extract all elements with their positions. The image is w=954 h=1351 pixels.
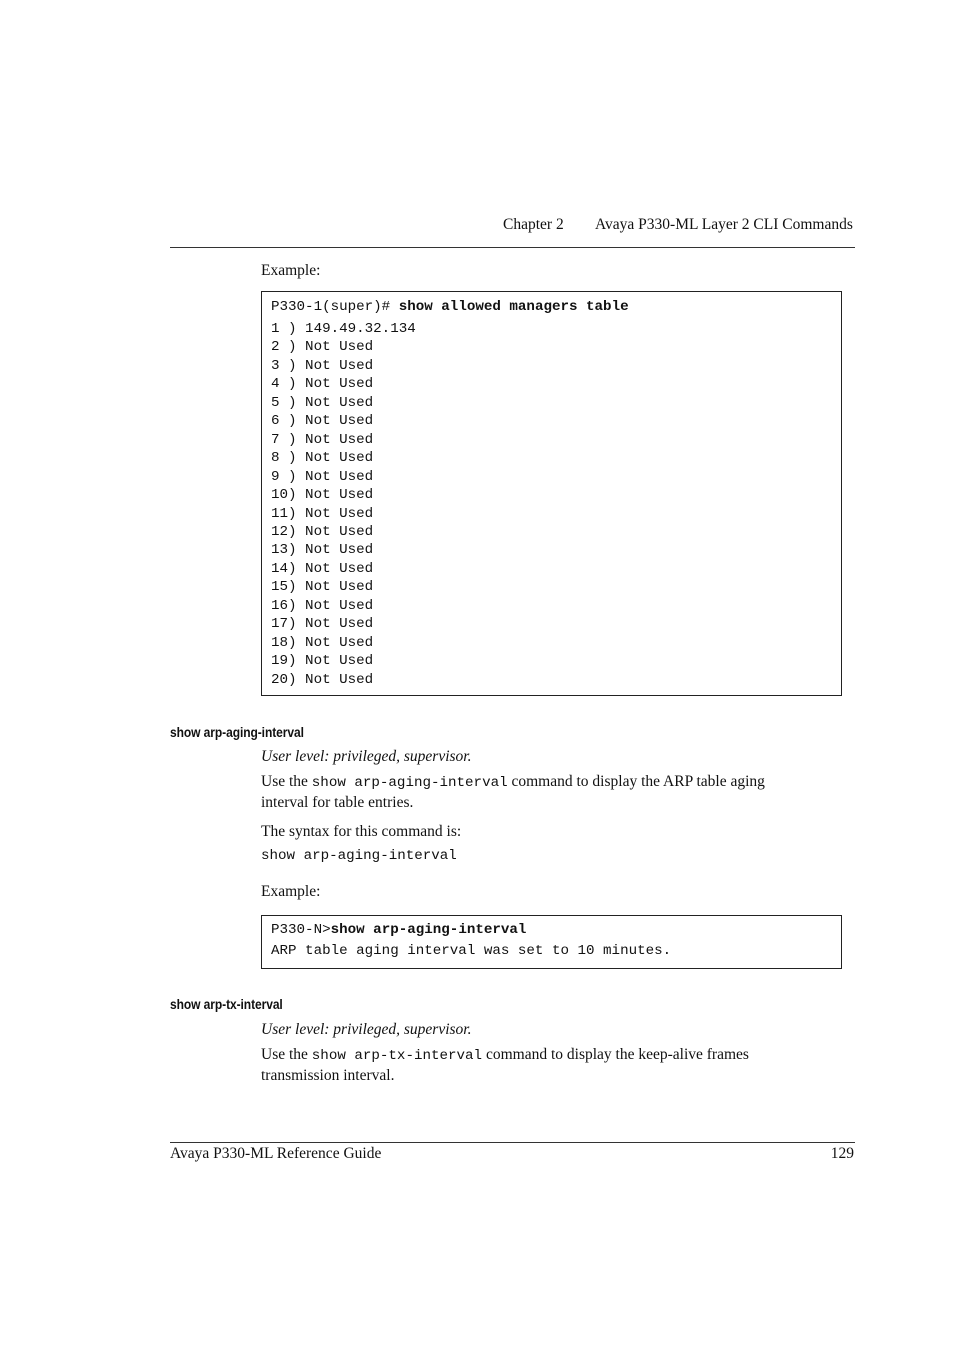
code-output-line: 11) Not Used bbox=[271, 505, 374, 522]
desc-pre: Use the bbox=[261, 1046, 312, 1063]
footer-rule bbox=[170, 1142, 855, 1143]
code-output-line: 17) Not Used bbox=[271, 616, 374, 633]
code-output-line: 1 ) 149.49.32.134 bbox=[271, 321, 416, 337]
code-output-line: 20) Not Used bbox=[271, 671, 374, 688]
code-block-arp-aging bbox=[261, 915, 842, 969]
code-output-line: 8 ) Not Used bbox=[271, 450, 374, 467]
description-paragraph-2 bbox=[261, 1045, 851, 1085]
code-output-line: 18) Not Used bbox=[271, 634, 374, 651]
syntax-code: show arp-aging-interval bbox=[261, 848, 457, 864]
code-prompt: P330-N> bbox=[271, 922, 331, 938]
desc-line2: interval for table entries. bbox=[261, 794, 414, 811]
code-output-line: 4 ) Not Used bbox=[271, 376, 374, 393]
footer-guide-title: Avaya P330-ML Reference Guide bbox=[170, 1145, 382, 1162]
code-command-line bbox=[271, 921, 526, 939]
code-output-line: 9 ) Not Used bbox=[271, 468, 374, 485]
page-number: 129 bbox=[830, 1145, 854, 1162]
section-heading-arp-tx: show arp-tx-interval bbox=[170, 996, 283, 1012]
section-heading-arp-aging: show arp-aging-interval bbox=[170, 724, 304, 740]
code-output-line: 5 ) Not Used bbox=[271, 394, 374, 411]
user-level-text-2: User level: privileged, supervisor. bbox=[261, 1021, 472, 1038]
code-output-line: 7 ) Not Used bbox=[271, 431, 374, 448]
desc-post: command to display the ARP table aging bbox=[507, 773, 765, 790]
header-rule bbox=[170, 247, 855, 248]
header-chapter: Chapter 2 bbox=[503, 216, 564, 233]
code-output-line: 15) Not Used bbox=[271, 579, 374, 596]
desc-pre: Use the bbox=[261, 773, 312, 790]
code-output-line: 12) Not Used bbox=[271, 523, 374, 540]
user-level-text: User level: privileged, supervisor. bbox=[261, 748, 472, 765]
code-output-line: 16) Not Used bbox=[271, 597, 374, 614]
code-output-line: 19) Not Used bbox=[271, 653, 374, 670]
example-label-2: Example: bbox=[261, 883, 321, 900]
desc-inline-code: show arp-tx-interval bbox=[311, 1048, 483, 1064]
code-output-line: 13) Not Used bbox=[271, 542, 374, 559]
example-label: Example: bbox=[261, 262, 321, 279]
code-output-line: 10) Not Used bbox=[271, 487, 374, 504]
code-output-line: ARP table aging interval was set to 10 minutes. bbox=[271, 943, 672, 959]
desc-post: command to display the keep-alive frames bbox=[482, 1046, 749, 1063]
desc-line2: transmission interval. bbox=[261, 1067, 395, 1084]
code-output-line: 2 ) Not Used bbox=[271, 339, 374, 356]
code-command-line bbox=[271, 298, 629, 316]
desc-inline-code: show arp-aging-interval bbox=[311, 775, 508, 791]
syntax-label: The syntax for this command is: bbox=[261, 823, 462, 840]
header-title: Avaya P330-ML Layer 2 CLI Commands bbox=[595, 216, 853, 233]
description-paragraph bbox=[261, 772, 851, 812]
code-output-line: 14) Not Used bbox=[271, 560, 374, 577]
code-output-line: 6 ) Not Used bbox=[271, 413, 374, 430]
code-command: show arp-aging-interval bbox=[330, 922, 527, 938]
code-prompt: P330-1(super)# bbox=[271, 299, 399, 315]
code-command: show allowed managers table bbox=[398, 299, 629, 315]
code-block-allowed-managers bbox=[261, 291, 842, 696]
code-output-line: 3 ) Not Used bbox=[271, 357, 374, 374]
